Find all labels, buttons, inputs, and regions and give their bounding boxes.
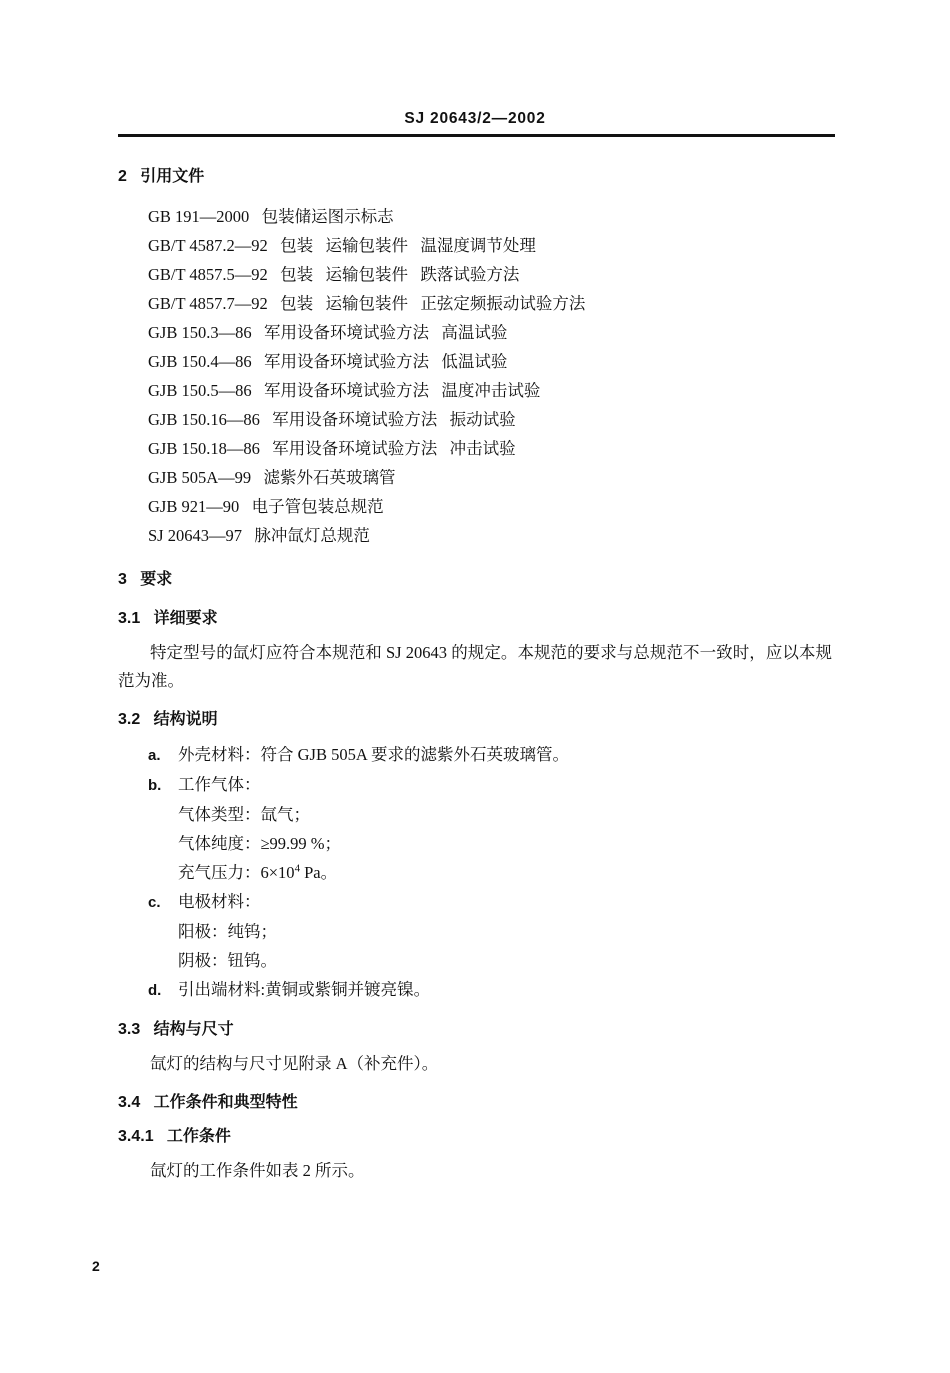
structure-description-list xyxy=(0,740,950,1005)
list-item: GJB 150.5—86 军用设备环境试验方法 温度冲击试验 xyxy=(148,381,541,400)
item-text-b: 工作气体： xyxy=(178,775,261,794)
fill-pressure-prefix: 充气压力：6×10 xyxy=(178,863,295,882)
item-c-sub-anode: 阳极：纯钨； xyxy=(178,922,277,941)
clause-3-3-paragraph: 氙灯的结构与尺寸见附录 A（补充件）。 xyxy=(150,1054,439,1073)
spacer xyxy=(0,1112,950,1123)
clause-heading-3-2: 3.2 结构说明 xyxy=(118,711,218,728)
list-item-b xyxy=(148,770,950,800)
list-item: GJB 505A—99 滤紫外石英玻璃管 xyxy=(148,468,396,487)
clause-3-1-paragraph: 特定型号的氙灯应符合本规范和 SJ 20643 的规定。本规范的要求与总规范不一致时，应以本规范为准。 xyxy=(118,643,832,690)
running-header-standard-number: SJ 20643/2—2002 xyxy=(404,110,546,127)
spacer xyxy=(0,186,950,202)
fill-pressure-suffix: Pa。 xyxy=(300,863,338,882)
list-item: GB/T 4857.5—92 包装 运输包装件 跌落试验方法 xyxy=(148,265,520,284)
list-item: GB/T 4857.7—92 包装 运输包装件 正弦定频振动试验方法 xyxy=(148,294,586,313)
spacer xyxy=(0,1078,950,1089)
list-item: GJB 150.16—86 军用设备环境试验方法 振动试验 xyxy=(148,410,516,429)
document-body xyxy=(0,163,950,1185)
fill-pressure-exponent: 4 xyxy=(294,862,300,875)
list-item: GJB 921—90 电子管包装总规范 xyxy=(148,497,384,516)
item-b-sub-gas-type: 气体类型：氙气； xyxy=(178,805,310,824)
list-item: GB/T 4587.2—92 包装 运输包装件 温湿度调节处理 xyxy=(148,236,536,255)
referenced-documents-list xyxy=(0,202,950,550)
spacer xyxy=(0,628,950,639)
clause-heading-3-4: 3.4 工作条件和典型特性 xyxy=(118,1094,298,1111)
spacer xyxy=(0,729,950,740)
item-marker-a: a. xyxy=(148,747,161,764)
list-item-c xyxy=(148,887,950,917)
list-item: SJ 20643—97 脉冲氙灯总规范 xyxy=(148,526,370,545)
item-text-d: 引出端材料:黄铜或紫铜并镀亮镍。 xyxy=(178,980,431,999)
clause-heading-3-1: 3.1 详细要求 xyxy=(118,610,218,627)
page-number: 2 xyxy=(92,1258,100,1274)
list-item: GJB 150.4—86 军用设备环境试验方法 低温试验 xyxy=(148,352,508,371)
clause-heading-2: 2 引用文件 xyxy=(118,168,205,185)
spacer xyxy=(0,1005,950,1016)
spacer xyxy=(0,1146,950,1157)
item-marker-d: d. xyxy=(148,982,162,999)
item-marker-b: b. xyxy=(148,777,162,794)
item-text-c: 电极材料： xyxy=(178,892,261,911)
item-b-sub-fill-pressure xyxy=(178,858,950,887)
spacer xyxy=(0,589,950,605)
list-item: GB 191—2000 包装储运图示标志 xyxy=(148,207,394,226)
list-item-d xyxy=(148,975,950,1005)
list-item: GJB 150.3—86 军用设备环境试验方法 高温试验 xyxy=(148,323,508,342)
spacer xyxy=(0,550,950,566)
list-item-a xyxy=(148,740,950,770)
list-item: GJB 150.18—86 军用设备环境试验方法 冲击试验 xyxy=(148,439,516,458)
clause-heading-3-4-1: 3.4.1 工作条件 xyxy=(118,1128,231,1145)
spacer xyxy=(0,695,950,706)
item-b-sub-gas-purity: 气体纯度：≥99.99 %； xyxy=(178,834,342,853)
item-marker-c: c. xyxy=(148,894,161,911)
clause-heading-3-3: 3.3 结构与尺寸 xyxy=(118,1021,234,1038)
clause-heading-3: 3 要求 xyxy=(118,571,173,588)
spacer xyxy=(0,1039,950,1050)
clause-3-4-1-paragraph: 氙灯的工作条件如表 2 所示。 xyxy=(150,1161,365,1180)
header-rule xyxy=(118,134,835,137)
item-text-a: 外壳材料：符合 GJB 505A 要求的滤紫外石英玻璃管。 xyxy=(178,745,569,764)
item-c-sub-cathode: 阴极：钮钨。 xyxy=(178,951,277,970)
